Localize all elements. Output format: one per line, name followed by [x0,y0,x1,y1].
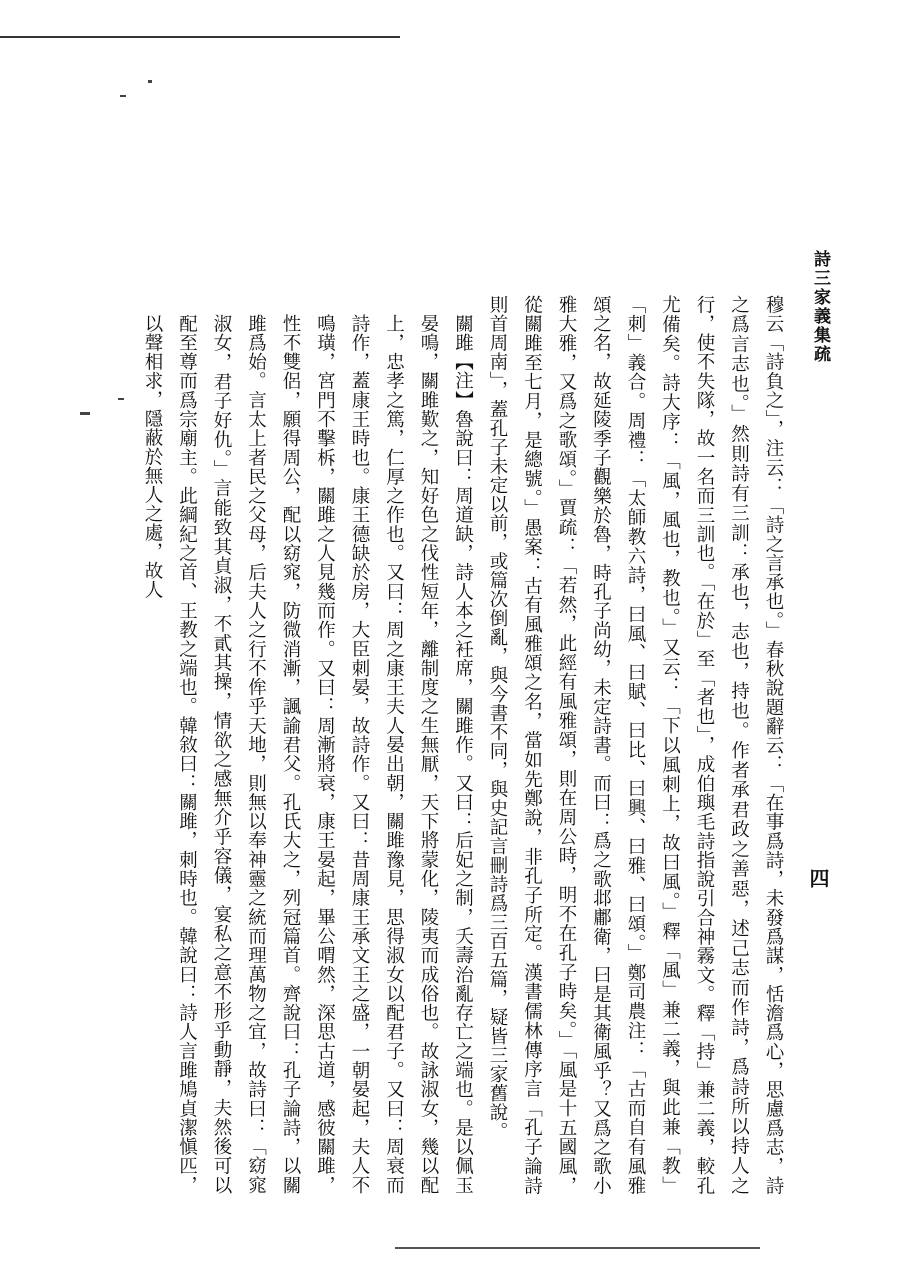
bottom-border-line [395,1247,760,1249]
main-text-body [142,295,790,1195]
scan-border-line [0,36,400,38]
paragraph-guanju-annotation: 關雎【注】魯說曰：周道缺，詩人本之衽席，關雎作。又曰：后妃之制，夭壽治亂存亡之端也。是以佩玉晏鳴，關雎歎之，知好色之伐性短年，離制度之生無厭，天下將蒙化，陵夷而成俗也。故詠淑女，幾以配上，忠孝之篤，仁厚之作也。又曰：周之康王夫人晏出朝，關雎豫見，思得淑女以配君子。又曰：周衰而詩作，蓋康王時也。康王德缺於房，大臣刺晏，故詩作。又曰：昔周康王承文王之盛，一朝晏起，夫人不鳴璜，宮門不擊柝，關雎之人見幾而作。又曰：周漸將衰，康王晏起，畢公喟然，深思古道，感彼關雎，性不雙侶，願得周公，配以窈窕，防微消漸，諷諭君父。孔氏大之，列冠篇首。齊說曰：孔子論詩，以關雎爲始。言太上者民之父母，后夫人之行不侔乎天地，則無以奉神靈之統而理萬物之宜，故詩曰：「窈窕淑女，君子好仇。」言能致其貞淑，不貳其操，情欲之感無介乎容儀，宴私之意不形乎動靜，夫然後可以配至尊而爲宗廟主。此綱紀之首、王教之端也。韓敘曰：關雎，刺時也。韓說曰：詩人言雎鳩貞潔愼匹，以聲相求，隱蔽於無人之處，故人 [142,314,474,1195]
scan-speck [120,95,126,97]
running-header-title: 詩三家義集疏 [810,250,830,364]
scan-speck [80,412,90,415]
scan-speck [148,80,152,83]
page-number: 四 [806,868,830,888]
scan-speck [118,398,124,400]
paragraph-commentary-intro: 穆云「詩負之」，注云：「詩之言承也。」春秋說題辭云：「在事爲詩，未發爲謀，恬澹爲心，思慮爲志，詩之爲言志也。」然則詩有三訓：承也，志也，持也。作者承君政之善惡，述己志而作詩，爲詩所以持人之行，使不失隊，故一名而三訓也。「在於」至「者也」，成伯璵毛詩指說引合神霧文。釋「持」兼二義，較孔尤備矣。詩大序：「風，風也，教也。」又云：「下以風刺上，故曰風。」釋「風」兼二義，與此兼「教」「刺」義合。周禮：「太師教六詩，曰風、曰賦、曰比、曰興、曰雅、曰頌。」鄭司農注：「古而自有風雅頌之名，故延陵季子觀樂於魯，時孔子尚幼，未定詩書。而曰：爲之歌邶鄘衛，曰是其衛風乎？又爲之歌小雅大雅，又爲之歌頌。」賈疏：「若然，此經有風雅頌，則在周公時，明不在孔子時矣。」「風是十五國風，從關雎至七月，是總號。」愚案：古有風雅頌之名，當如先鄭說，非孔子所定。漢書儒林傳序言「孔子論詩則首周南」，蓋孔子未定以前，或篇次倒亂，與今書不同，與史記言刪詩爲三百五篇，疑皆三家舊說。 [487,295,784,1195]
